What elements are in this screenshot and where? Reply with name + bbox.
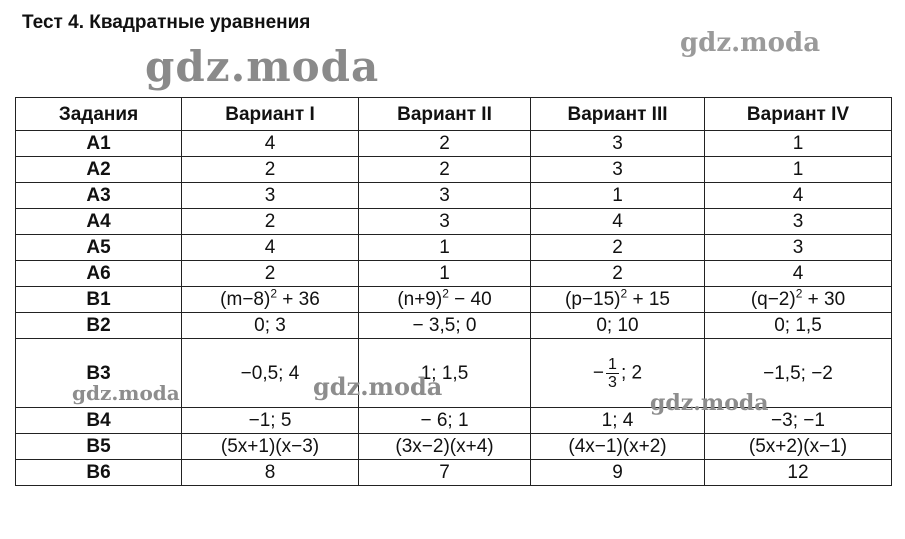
column-header-variant-1: Вариант I [182, 98, 359, 131]
answer-cell: 2 [359, 157, 531, 183]
table-row [16, 209, 892, 235]
answer-cell: − 6; 1 [359, 408, 531, 434]
expression-base: (q−2) [750, 289, 796, 310]
column-header-variant-2: Вариант II [359, 98, 531, 131]
task-label: А1 [16, 131, 182, 157]
answer-cell: 1 [359, 235, 531, 261]
task-label: А4 [16, 209, 182, 235]
answer-cell [359, 287, 531, 313]
answer-cell: 12 [705, 460, 892, 486]
answer-cell: 1 [705, 131, 892, 157]
answer-cell: (4x−1)(x+2) [531, 434, 705, 460]
watermark-logo: gdz.moda [650, 390, 769, 416]
watermark-logo: gdz.moda [145, 42, 380, 91]
answer-cell: 3 [359, 183, 531, 209]
answer-cell: 2 [182, 261, 359, 287]
expression-rest: + 30 [802, 289, 846, 310]
answer-cell: − 3,5; 0 [359, 313, 531, 339]
task-label: А5 [16, 235, 182, 261]
answer-cell: (5x+2)(x−1) [705, 434, 892, 460]
answer-cell [705, 287, 892, 313]
answer-cell: 1 [705, 157, 892, 183]
answer-cell: 3 [705, 209, 892, 235]
watermark-logo: gdz.moda [313, 372, 443, 401]
watermark-logo: gdz.moda [72, 381, 180, 405]
expression-rest: + 15 [627, 289, 670, 310]
answers-table [15, 97, 892, 486]
expression-rest: + 36 [277, 289, 320, 310]
answer-cell: 3 [705, 235, 892, 261]
watermark-logo: gdz.moda [680, 28, 821, 58]
answer-cell: 4 [705, 261, 892, 287]
task-label: В4 [16, 408, 182, 434]
answer-cell: 4 [705, 183, 892, 209]
answer-cell: −0,5; 4 [182, 339, 359, 408]
answer-cell: 0; 1,5 [705, 313, 892, 339]
answer-cell [531, 339, 705, 408]
column-header-variant-3: Вариант III [531, 98, 705, 131]
answer-cell: 3 [531, 157, 705, 183]
answer-cell: 0; 3 [182, 313, 359, 339]
table-row [16, 313, 892, 339]
answer-cell: −1; 5 [182, 408, 359, 434]
task-label: А2 [16, 157, 182, 183]
answer-cell: 1 [359, 261, 531, 287]
task-label: В1 [16, 287, 182, 313]
answer-cell: 2 [531, 235, 705, 261]
fraction-denominator: 3 [608, 373, 617, 391]
answer-cell: −3; −1 [705, 408, 892, 434]
answer-cell [531, 287, 705, 313]
answer-cell [182, 287, 359, 313]
answer-cell: 2 [182, 209, 359, 235]
answer-cell: 1 [531, 183, 705, 209]
table-row [16, 460, 892, 486]
table-body [16, 131, 892, 486]
answer-cell: −1,5; −2 [705, 339, 892, 408]
answer-cell: (3x−2)(x+4) [359, 434, 531, 460]
column-header-variant-4: Вариант IV [705, 98, 892, 131]
answer-cell: 3 [531, 131, 705, 157]
table-row [16, 183, 892, 209]
fraction [606, 356, 619, 391]
table-row [16, 131, 892, 157]
answer-cell: 7 [359, 460, 531, 486]
task-label: А3 [16, 183, 182, 209]
exponent: 2 [620, 286, 628, 301]
answer-cell: 4 [531, 209, 705, 235]
fraction-rest: ; 2 [620, 362, 643, 384]
exponent: 2 [270, 286, 278, 301]
table-row [16, 408, 892, 434]
fraction-numerator: 1 [608, 355, 617, 373]
answer-cell: 2 [531, 261, 705, 287]
answer-cell: 4 [182, 131, 359, 157]
task-label: В5 [16, 434, 182, 460]
expression-base: (p−15) [565, 289, 621, 310]
exponent: 2 [795, 286, 803, 301]
expression-base: (m−8) [220, 289, 271, 310]
answer-cell: 1; 1,5 [359, 339, 531, 408]
answer-cell: 1; 4 [531, 408, 705, 434]
task-label: В6 [16, 460, 182, 486]
task-label: А6 [16, 261, 182, 287]
answer-cell: 0; 10 [531, 313, 705, 339]
table-row [16, 434, 892, 460]
exponent: 2 [442, 286, 449, 301]
table-row [16, 287, 892, 313]
table-row [16, 157, 892, 183]
column-header-tasks: Задания [16, 98, 182, 131]
answer-cell: 4 [182, 235, 359, 261]
answer-cell: 2 [182, 157, 359, 183]
fraction-sign: − [592, 362, 605, 384]
answer-cell: 3 [182, 183, 359, 209]
answer-cell: 8 [182, 460, 359, 486]
expression-rest: − 40 [448, 289, 492, 310]
answer-cell: 9 [531, 460, 705, 486]
expression-base: (n+9) [397, 289, 443, 310]
answer-cell: 2 [359, 131, 531, 157]
task-label: В3 [16, 339, 182, 408]
answer-cell: 3 [359, 209, 531, 235]
table-row [16, 339, 892, 408]
page-title: Тест 4. Квадратные уравнения [22, 12, 311, 33]
table-row [16, 261, 892, 287]
answer-cell: (5x+1)(x−3) [182, 434, 359, 460]
table-header-row [16, 98, 892, 131]
table-row [16, 235, 892, 261]
task-label: В2 [16, 313, 182, 339]
